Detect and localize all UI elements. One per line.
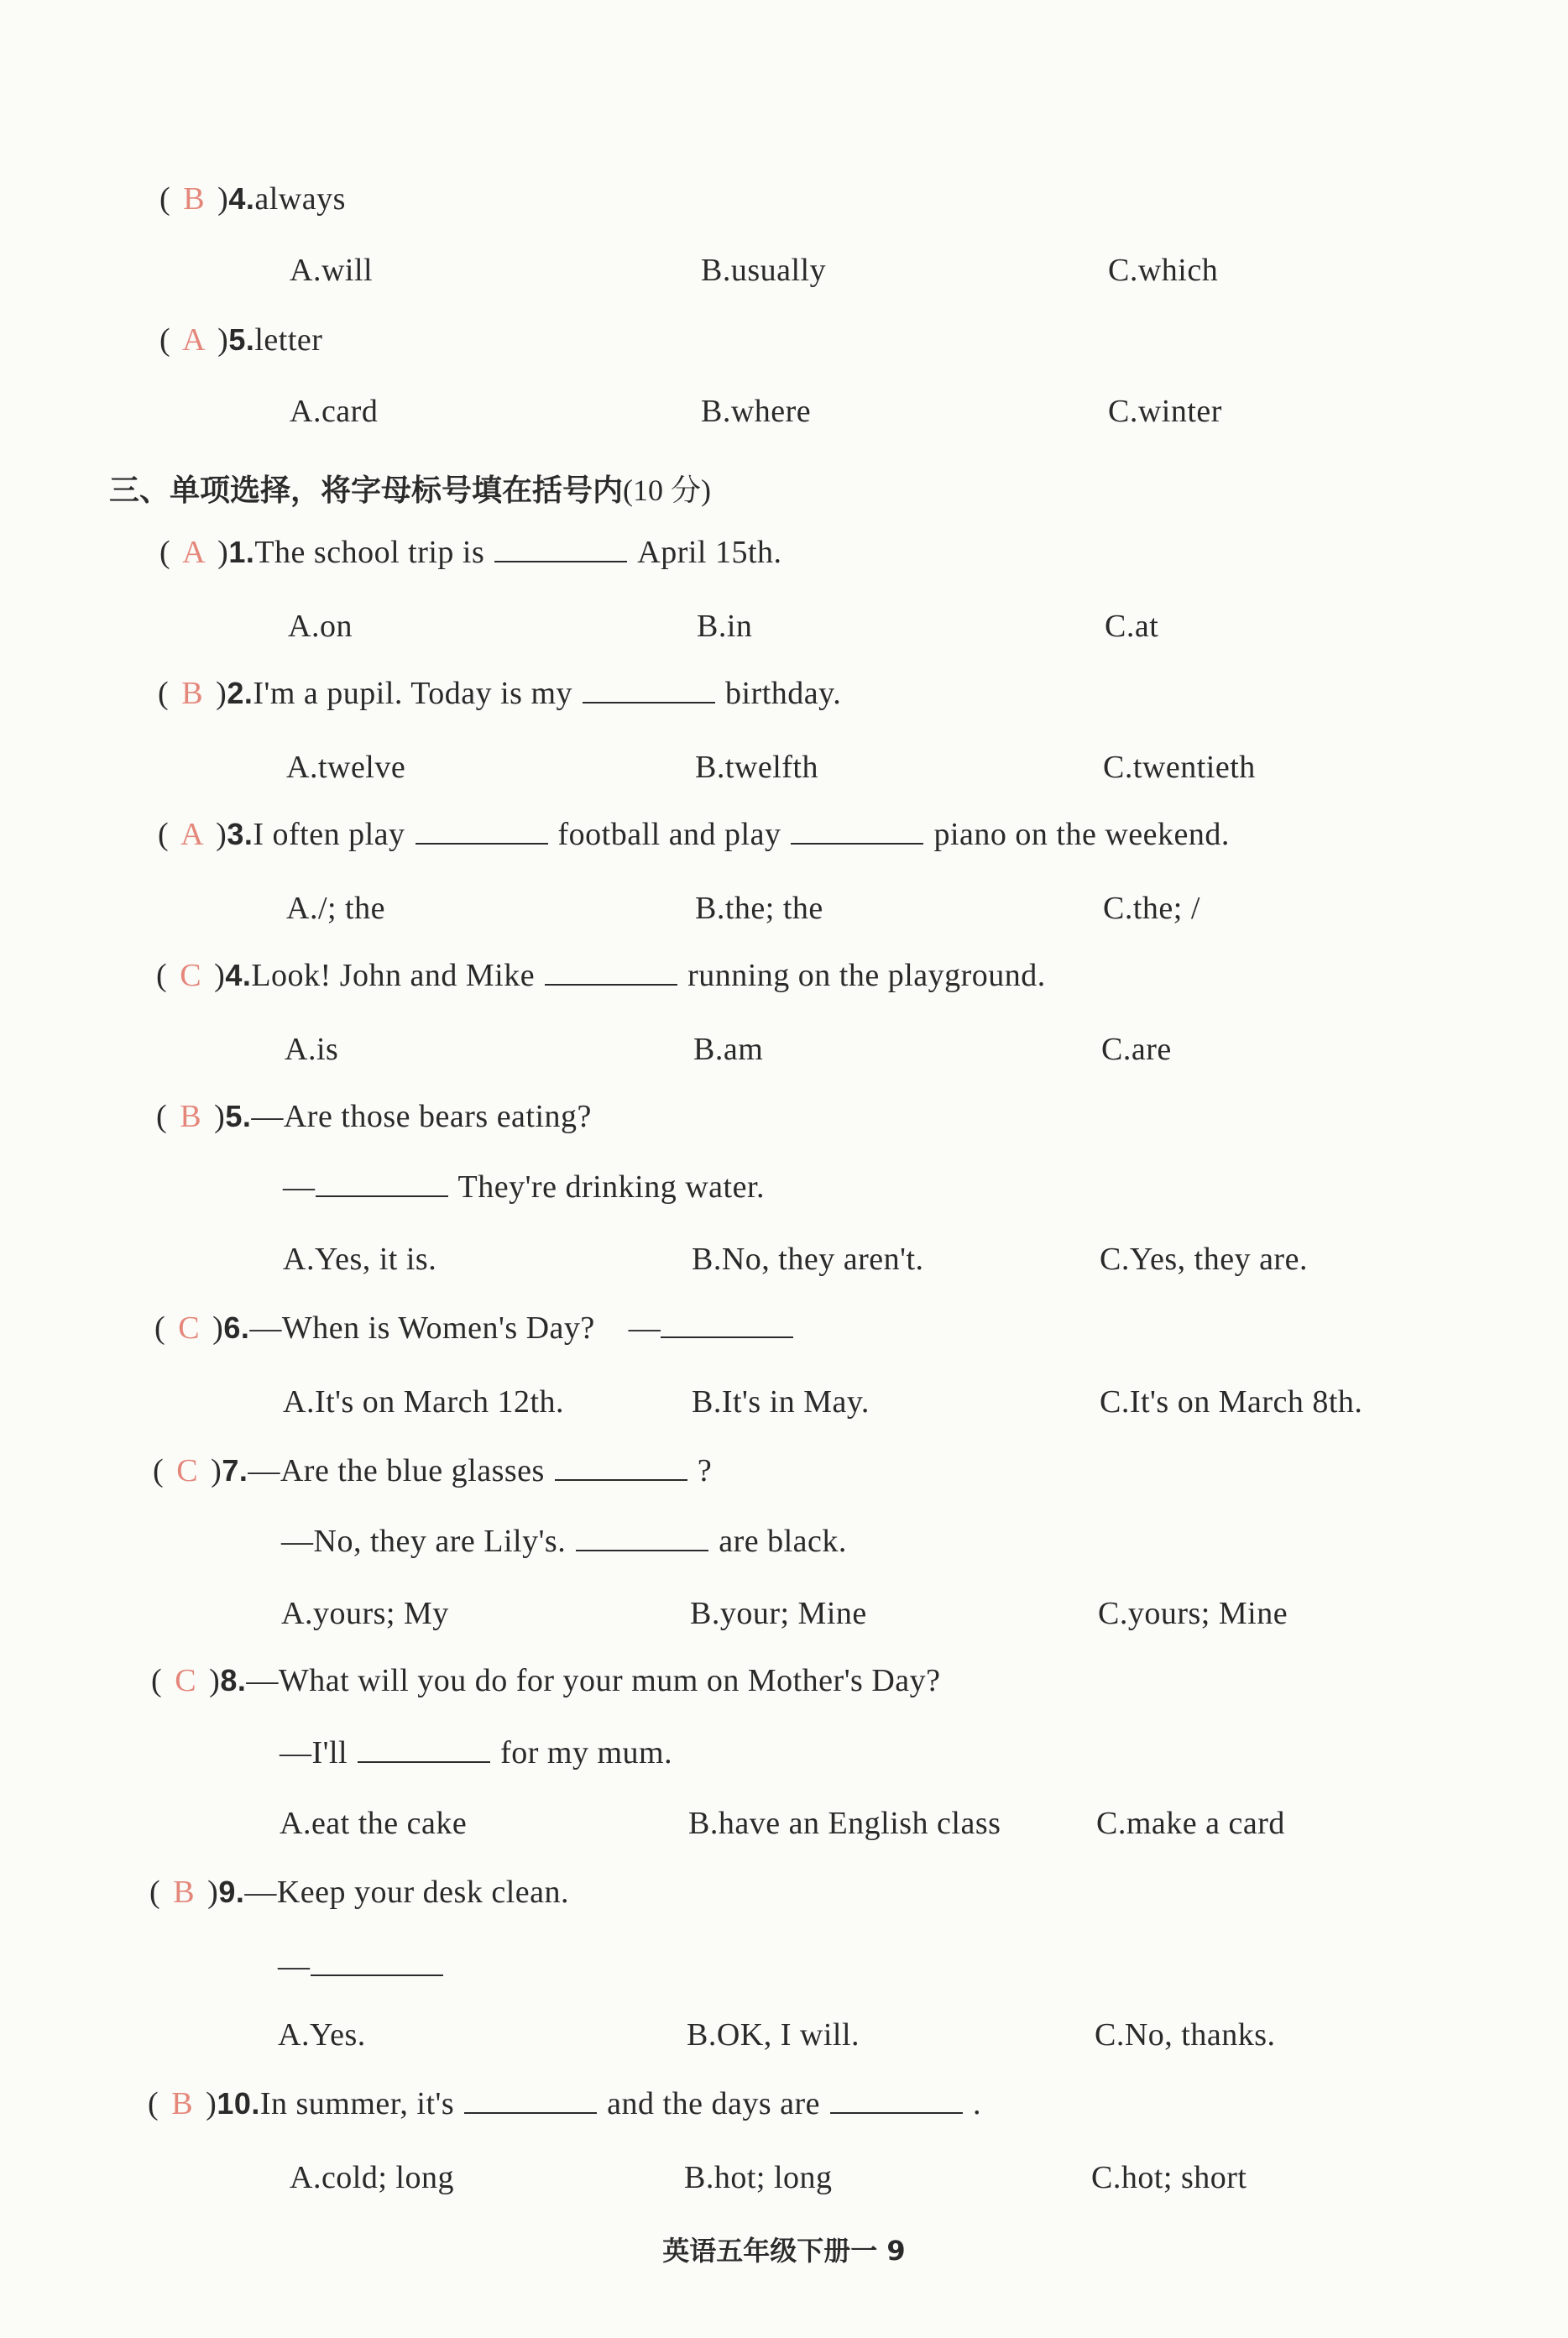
question-7: ( C )7.—Are the blue glasses ?: [153, 1453, 713, 1488]
option-b: B.No, they aren't.: [692, 1242, 924, 1277]
section-title: 三、单项选择，将字母标号填在括号内(10 分): [109, 473, 711, 508]
answer-blank: [494, 536, 627, 562]
option-a: A.twelve: [286, 750, 406, 785]
option-a: A.on: [288, 609, 353, 644]
question-5-word: ( A )5.letter: [159, 322, 323, 358]
option-b: B.your; Mine: [690, 1596, 867, 1631]
question-3: ( A )3.I often play football and play piano on the weekend.: [158, 817, 1230, 852]
option-a: A.cold; long: [290, 2160, 454, 2195]
answer-blank: [316, 1170, 448, 1197]
answer-mark: C: [178, 1310, 201, 1346]
option-c: C.Yes, they are.: [1100, 1242, 1308, 1277]
question-8: ( C )8.—What will you do for your mum on Mother's Day?: [151, 1663, 941, 1698]
question-9-response: —: [278, 1948, 453, 1985]
question-6: ( C )6.—When is Women's Day? —: [154, 1310, 803, 1347]
question-10: ( B )10.In summer, it's and the days are .: [148, 2086, 982, 2121]
option-c: C.hot; short: [1091, 2160, 1247, 2195]
answer-mark: A: [182, 322, 206, 358]
question-5-response: — They're drinking water.: [283, 1169, 766, 1205]
option-b: B.hot; long: [684, 2160, 833, 2195]
option-b: B.in: [697, 609, 753, 644]
option-b: B.usually: [701, 253, 827, 288]
option-a: A.It's on March 12th.: [283, 1384, 565, 1420]
question-4-word: ( B )4.always: [159, 181, 346, 217]
option-c: C.are: [1101, 1032, 1172, 1067]
answer-blank: [358, 1736, 490, 1763]
option-c: C.at: [1105, 609, 1159, 644]
question-9: ( B )9.—Keep your desk clean.: [149, 1875, 569, 1910]
answer-blank: [464, 2087, 597, 2114]
answer-mark: A: [182, 535, 206, 570]
answer-blank: [555, 1454, 687, 1481]
answer-mark: B: [183, 181, 206, 217]
option-c: C.winter: [1108, 394, 1222, 429]
answer-mark: B: [180, 1099, 202, 1134]
question-1: ( A )1.The school trip is April 15th.: [159, 535, 782, 570]
option-c: C.make a card: [1096, 1806, 1285, 1841]
answer-blank: [661, 1311, 793, 1338]
option-b: B.twelfth: [695, 750, 818, 785]
option-c: C.yours; Mine: [1098, 1596, 1288, 1631]
option-a: A.card: [290, 394, 379, 429]
option-a: A.Yes.: [278, 2017, 366, 2053]
answer-mark: B: [171, 2086, 194, 2121]
question-4: ( C )4.Look! John and Mike running on the playground.: [156, 958, 1046, 993]
option-a: A.is: [285, 1032, 339, 1067]
option-b: B.am: [693, 1032, 764, 1067]
option-c: C.No, thanks.: [1095, 2017, 1276, 2053]
option-c: C.twentieth: [1103, 750, 1256, 785]
answer-blank: [311, 1949, 443, 1976]
question-5: ( B )5.—Are those bears eating?: [156, 1099, 592, 1134]
answer-blank: [576, 1525, 708, 1551]
option-b: B.where: [701, 394, 812, 429]
answer-blank: [583, 677, 715, 703]
option-b: B.It's in May.: [692, 1384, 870, 1420]
option-a: A./; the: [286, 891, 385, 926]
option-c: C.It's on March 8th.: [1100, 1384, 1363, 1420]
option-c: C.which: [1108, 253, 1219, 288]
option-b: B.OK, I will.: [687, 2017, 860, 2053]
answer-blank: [830, 2087, 963, 2114]
answer-blank: [791, 818, 923, 845]
question-7-response: —No, they are Lily's. are black.: [281, 1524, 847, 1559]
answer-mark: A: [180, 817, 205, 852]
answer-blank: [416, 818, 548, 845]
answer-mark: B: [173, 1875, 196, 1910]
option-a: A.Yes, it is.: [283, 1242, 437, 1277]
page-footer: 英语五年级下册一 9: [662, 2235, 906, 2267]
option-a: A.yours; My: [281, 1596, 449, 1631]
question-8-response: —I'll for my mum.: [280, 1735, 673, 1770]
option-b: B.have an English class: [688, 1806, 1001, 1841]
answer-mark: C: [176, 1453, 199, 1488]
option-b: B.the; the: [695, 891, 823, 926]
option-a: A.eat the cake: [280, 1806, 468, 1841]
option-c: C.the; /: [1103, 891, 1200, 926]
answer-blank: [545, 959, 677, 986]
answer-mark: C: [180, 958, 202, 993]
option-a: A.will: [290, 253, 374, 288]
question-2: ( B )2.I'm a pupil. Today is my birthday.: [158, 676, 842, 711]
answer-mark: B: [181, 676, 204, 711]
answer-mark: C: [175, 1663, 197, 1698]
